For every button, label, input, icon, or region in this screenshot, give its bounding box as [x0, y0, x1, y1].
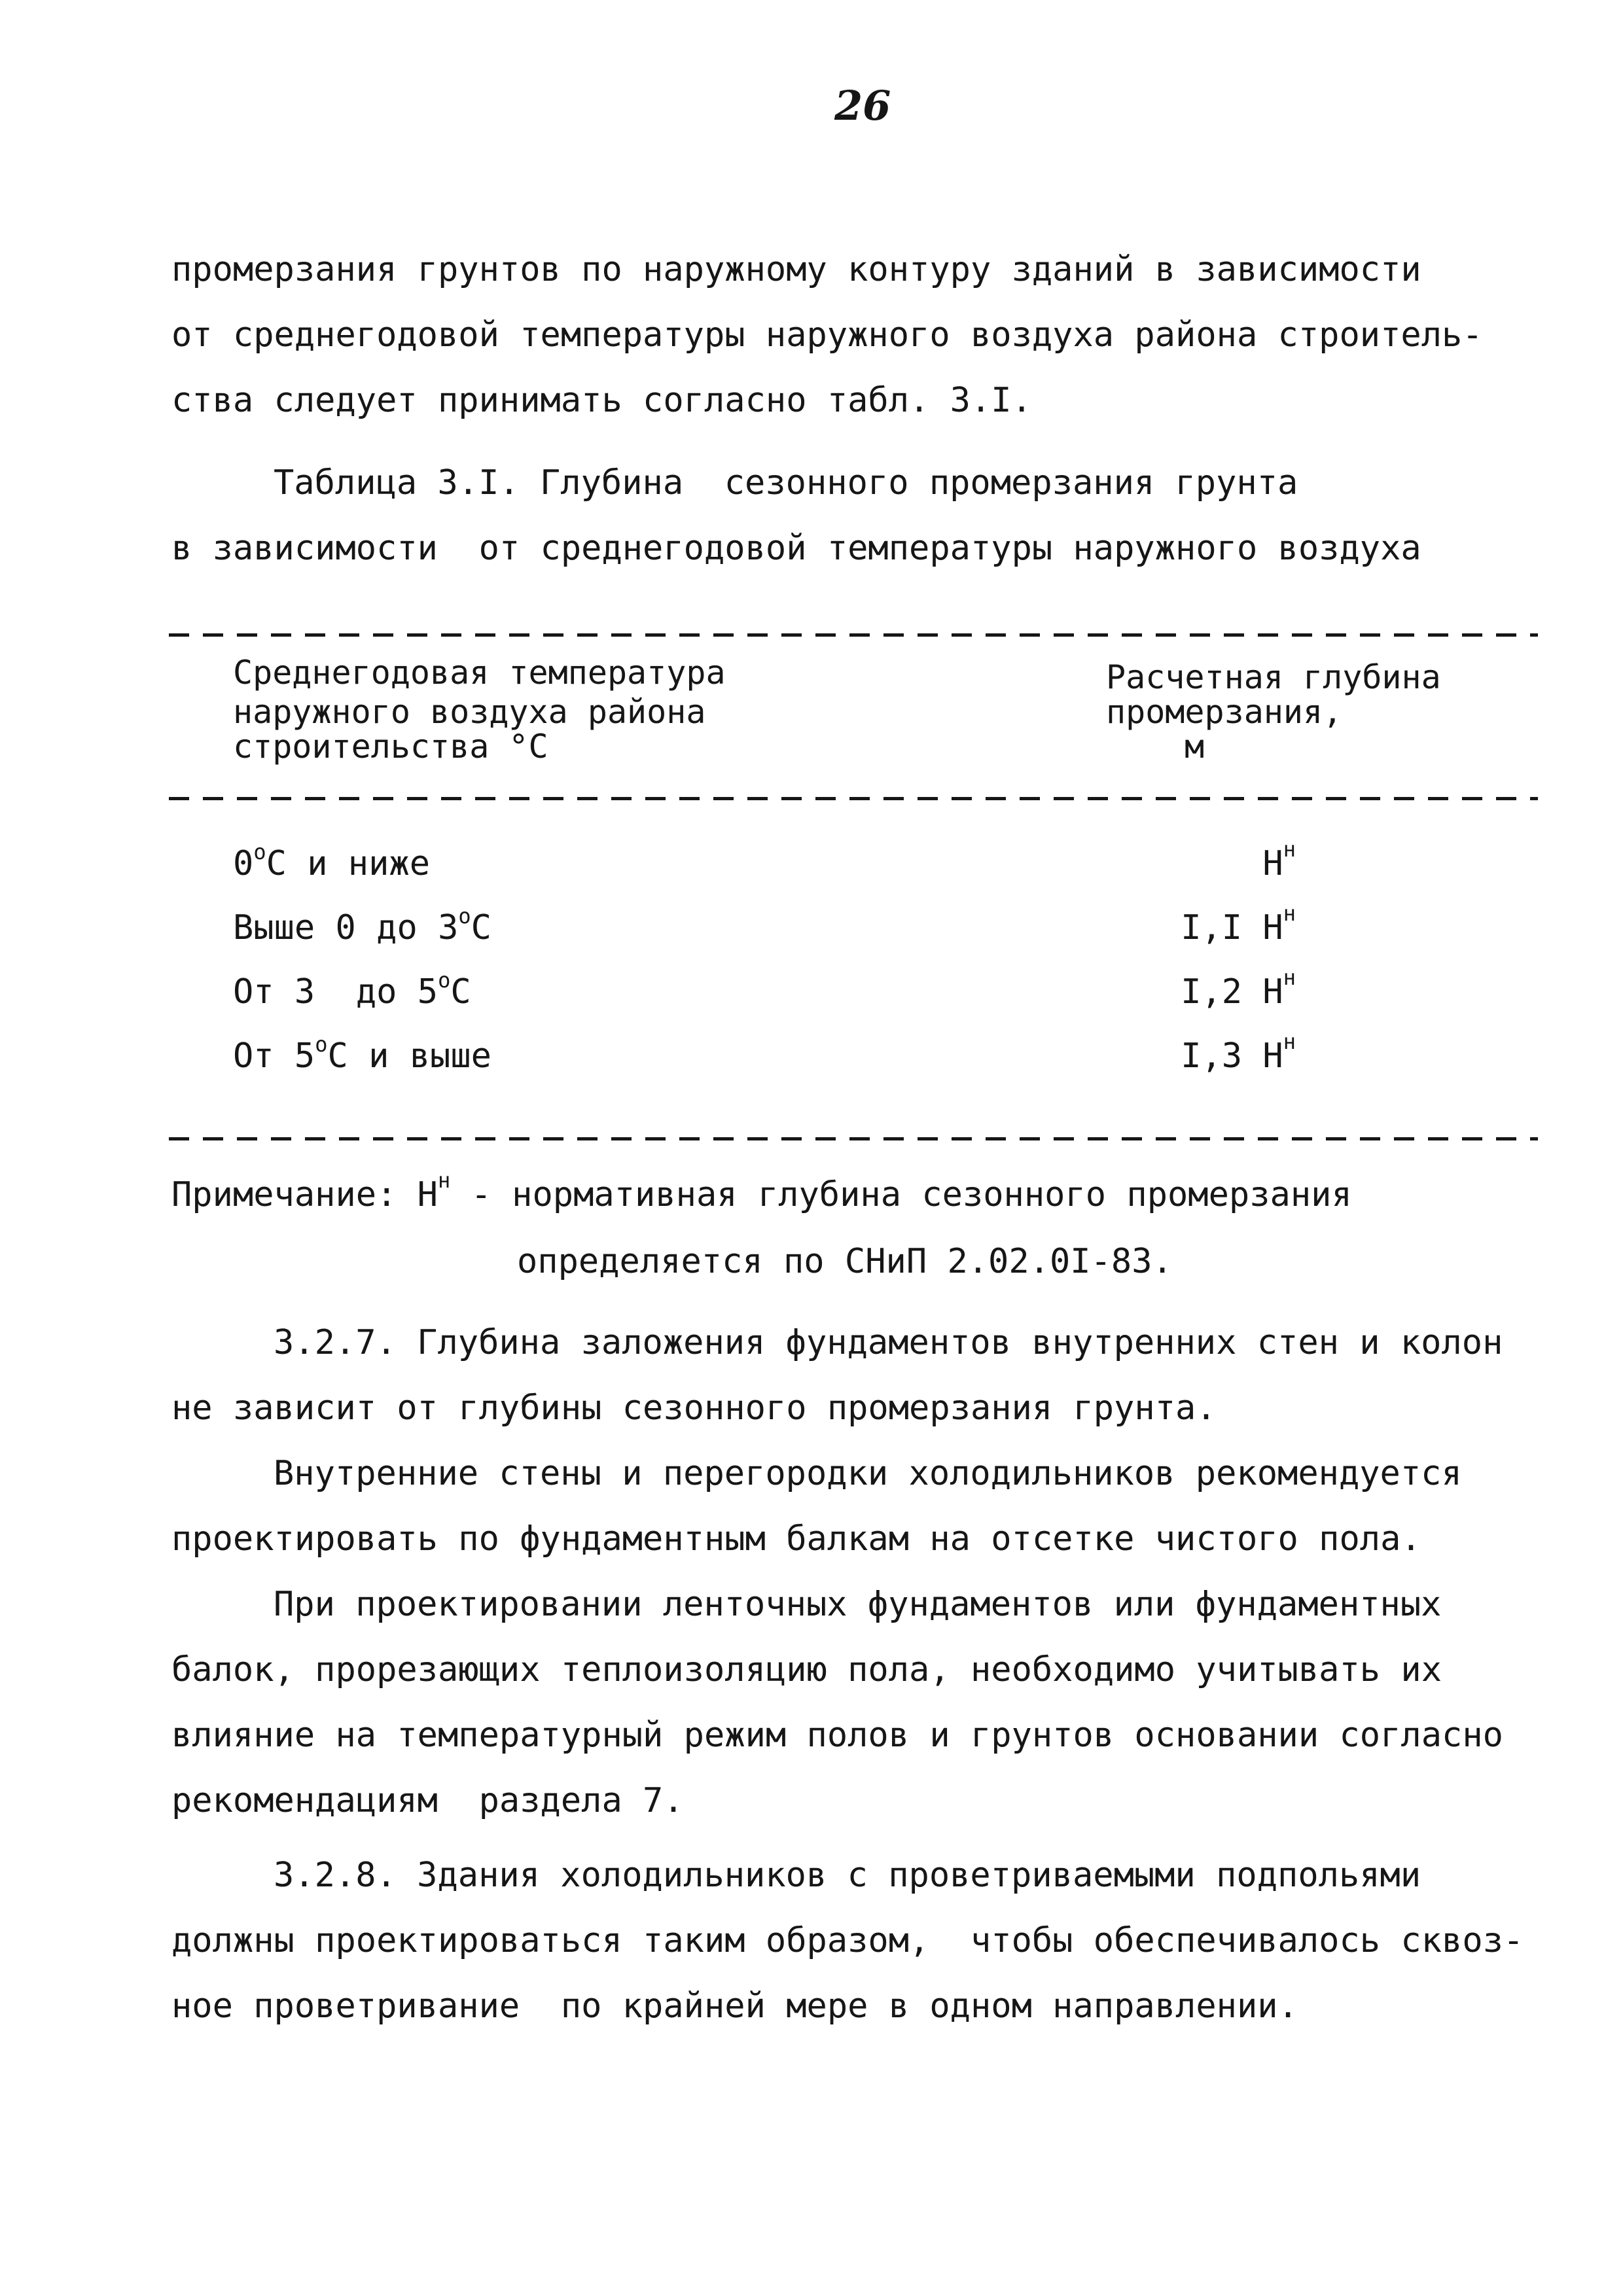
table-row-4-label: От $5^оС$ и выше [233, 1032, 491, 1076]
body-line-9: 3.2.8. Здания холодильников с проветриваемыми подпольями [274, 1856, 1421, 1895]
intro-line-2: от среднегодовой температуры наружного воздуха района строитель- [171, 315, 1483, 355]
table-caption-line-2: в зависимости от среднегодовой температуры наружного воздуха [171, 529, 1421, 568]
body-line-2: не зависит от глубины сезонного промерзания грунта. [171, 1388, 1217, 1428]
table-header-rule [169, 797, 1538, 800]
body-line-3: Внутренние стены и перегородки холодильников рекомендуется [274, 1454, 1462, 1493]
table-note-continuation: определяется по СНиП 2.02.0I-83. [517, 1242, 1173, 1281]
body-line-6: балок, прорезающих теплоизоляцию пола, необходимо учитывать их [171, 1650, 1442, 1689]
table-row-3-label: От 3 до $5^оС$ [233, 968, 471, 1012]
table-header-left-3: строительства °С [233, 728, 548, 766]
body-line-4: проектировать по фундаментным балкам на отсетке чистого пола. [171, 1519, 1421, 1559]
table-header-right-3: м [1185, 728, 1205, 766]
page-number: 26 [834, 82, 891, 130]
table-header-right-1: Расчетная глубина [1106, 658, 1441, 696]
table-row-1-value: $Н^н$ [1262, 837, 1296, 883]
body-line-1: 3.2.7. Глубина заложения фундаментов внутренних стен и колон [274, 1323, 1503, 1362]
table-row-4-value: I,3 $Н^н$ [1181, 1029, 1296, 1076]
body-line-5: При проектировании ленточных фундаментов или фундаментных [274, 1585, 1442, 1624]
table-bottom-rule [169, 1137, 1538, 1140]
intro-line-3: ства следует принимать согласно табл. 3.I. [171, 381, 1032, 420]
table-caption-line-1: Таблица 3.I. Глубина сезонного промерзания грунта [274, 463, 1298, 503]
body-line-8: рекомендациям раздела 7. [171, 1781, 684, 1820]
table-row-2-label: Выше 0 до $3^оС$ [233, 904, 491, 947]
table-row-2-value: I,I $Н^н$ [1181, 901, 1296, 947]
table-note: Примечание: $Н^н$ - нормативная глубина сезонного промерзания [171, 1168, 1352, 1214]
table-header-right-2: промерзания, [1106, 693, 1343, 731]
body-line-7: влияние на температурный режим полов и грунтов основании согласно [171, 1716, 1503, 1755]
table-row-1-label: $0^оС$ и ниже [233, 839, 431, 883]
table-row-3-value: I,2 $Н^н$ [1181, 965, 1296, 1012]
table-header-left-2: наружного воздуха района [233, 693, 706, 731]
body-line-10: должны проектироваться таким образом, чтобы обеспечивалось сквоз- [171, 1921, 1524, 1960]
intro-line-1: промерзания грунтов по наружному контуру зданий в зависимости [171, 250, 1421, 289]
table-header-left-1: Среднегодовая температура [233, 654, 726, 692]
body-line-11: ное проветривание по крайней мере в одном направлении. [171, 1987, 1298, 2026]
table-top-rule [169, 633, 1538, 637]
